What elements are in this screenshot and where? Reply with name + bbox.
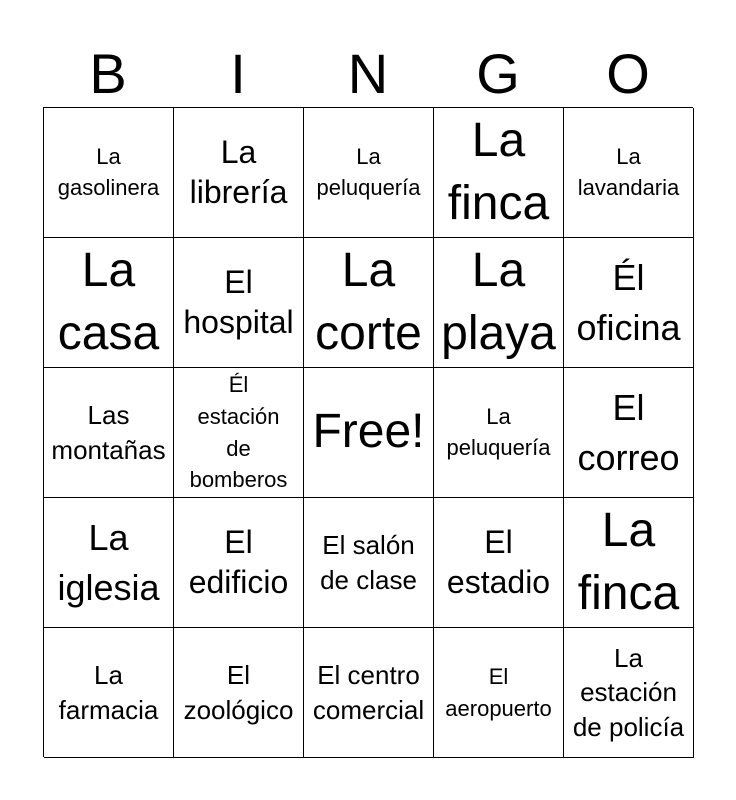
cell-text: La corte xyxy=(315,244,422,360)
bingo-cell[interactable] xyxy=(304,238,434,368)
bingo-cell[interactable] xyxy=(174,628,304,758)
cell-text: El centro comercial xyxy=(312,660,425,725)
bingo-cell[interactable] xyxy=(434,238,564,368)
cell-text: La casa xyxy=(57,244,160,360)
bingo-cell[interactable] xyxy=(564,498,694,628)
cell-text: La peluquería xyxy=(316,144,421,200)
header-letter-i: I xyxy=(230,42,246,105)
header-letter-b: B xyxy=(89,42,127,105)
bingo-cell[interactable] xyxy=(304,498,434,628)
bingo-cell[interactable] xyxy=(304,628,434,758)
cell-text: El aeropuerto xyxy=(445,663,552,721)
cell-text: El zoológico xyxy=(183,660,294,725)
bingo-cell[interactable] xyxy=(434,498,564,628)
bingo-header xyxy=(43,40,693,108)
cell-text: Él oficina xyxy=(576,256,681,348)
cell-text: La farmacia xyxy=(58,660,159,725)
cell-text: La iglesia xyxy=(57,516,160,608)
bingo-cell[interactable] xyxy=(564,108,694,238)
cell-text: La estación de policía xyxy=(572,643,685,742)
cell-text: La finca xyxy=(447,114,550,230)
cell-text: La lavandaria xyxy=(577,144,680,200)
header-letter-n: N xyxy=(347,42,389,105)
free-space[interactable] xyxy=(304,368,434,498)
bingo-cell[interactable] xyxy=(564,238,694,368)
bingo-cell[interactable] xyxy=(44,498,174,628)
bingo-cell[interactable] xyxy=(434,628,564,758)
bingo-cell[interactable] xyxy=(564,368,694,498)
bingo-cell[interactable] xyxy=(434,108,564,238)
header-letter-g: G xyxy=(476,42,520,105)
bingo-cell[interactable] xyxy=(174,498,304,628)
cell-text: El correo xyxy=(577,386,680,478)
cell-text: La peluquería xyxy=(446,404,551,460)
bingo-cell[interactable] xyxy=(174,238,304,368)
cell-text: El estadio xyxy=(446,524,551,600)
bingo-cell[interactable] xyxy=(44,368,174,498)
cell-text: La gasolinera xyxy=(57,144,160,200)
cell-text: Las montañas xyxy=(51,400,166,465)
cell-text: Él estación de bomberos xyxy=(189,371,288,493)
bingo-cell[interactable] xyxy=(564,628,694,758)
bingo-board xyxy=(43,107,693,757)
bingo-cell[interactable] xyxy=(174,368,304,498)
bingo-cell[interactable] xyxy=(44,238,174,368)
cell-text: La librería xyxy=(189,134,288,210)
bingo-cell[interactable] xyxy=(174,108,304,238)
cell-text: Free! xyxy=(312,405,425,459)
bingo-cell[interactable] xyxy=(434,368,564,498)
header-letter-o: O xyxy=(606,42,650,105)
cell-text: El edificio xyxy=(188,524,289,600)
cell-text: La playa xyxy=(441,244,556,360)
cell-text: El hospital xyxy=(183,264,294,340)
bingo-cell[interactable] xyxy=(44,108,174,238)
cell-text: La finca xyxy=(577,504,680,620)
bingo-cell[interactable] xyxy=(304,108,434,238)
bingo-cell[interactable] xyxy=(44,628,174,758)
cell-text: El salón de clase xyxy=(320,530,417,595)
